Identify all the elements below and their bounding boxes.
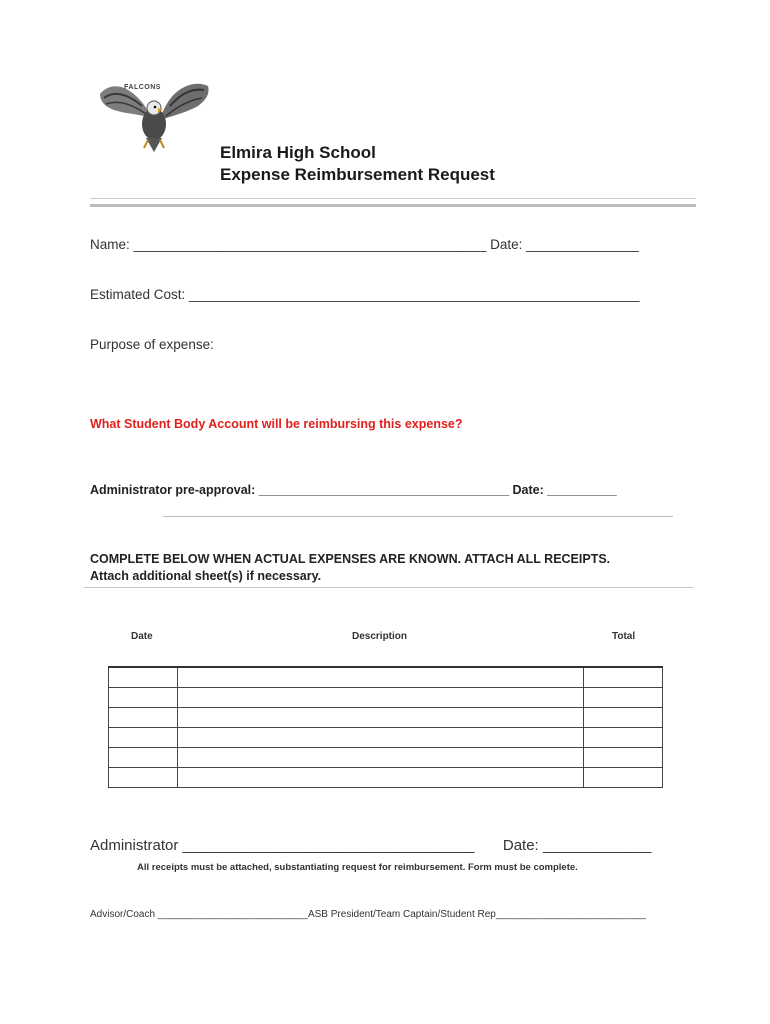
table-row xyxy=(109,748,663,768)
date-cell[interactable] xyxy=(109,667,178,688)
table-row xyxy=(109,688,663,708)
logo-text: FALCONS xyxy=(124,84,161,91)
expense-table xyxy=(108,666,663,788)
description-cell[interactable] xyxy=(177,768,583,788)
column-header-total: Total xyxy=(612,631,636,642)
actual-expenses-instructions xyxy=(90,551,610,585)
form-title: Expense Reimbursement Request xyxy=(220,165,495,184)
school-name: Elmira High School xyxy=(220,143,376,162)
receipts-note: All receipts must be attached, substantiating request for reimbursement. Form must be complete. xyxy=(137,862,578,873)
description-cell[interactable] xyxy=(177,728,583,748)
purpose-label: Purpose of expense: xyxy=(90,337,214,352)
column-header-description: Description xyxy=(352,631,408,642)
header-divider-thin xyxy=(90,198,696,199)
total-cell[interactable] xyxy=(583,748,662,768)
description-cell[interactable] xyxy=(177,748,583,768)
total-cell[interactable] xyxy=(583,688,662,708)
administrator-date-field[interactable]: Date: _____________ xyxy=(502,837,652,854)
description-cell[interactable] xyxy=(177,688,583,708)
preapproval-field[interactable]: Administrator pre-approval: ____________________________________ Date: __________ xyxy=(90,483,617,497)
date-cell[interactable] xyxy=(109,768,178,788)
table-row xyxy=(109,667,663,688)
preapproval-divider xyxy=(163,516,673,517)
total-cell[interactable] xyxy=(583,708,662,728)
date-cell[interactable] xyxy=(109,748,178,768)
estimated-cost-field[interactable]: Estimated Cost: ____________________________________________________________ xyxy=(90,287,640,302)
date-cell[interactable] xyxy=(109,708,178,728)
table-row xyxy=(109,708,663,728)
header-divider-thick xyxy=(90,204,696,207)
form-header xyxy=(220,142,495,186)
administrator-field[interactable]: Administrator ___________________________________ xyxy=(90,837,475,854)
falcon-logo xyxy=(96,74,212,154)
instructions-line-2: Attach additional sheet(s) if necessary. xyxy=(90,569,322,583)
description-cell[interactable] xyxy=(177,708,583,728)
total-cell[interactable] xyxy=(583,667,662,688)
total-cell[interactable] xyxy=(583,728,662,748)
table-row xyxy=(109,728,663,748)
table-row xyxy=(109,768,663,788)
date-cell[interactable] xyxy=(109,728,178,748)
administrator-signature-line[interactable] xyxy=(90,837,651,854)
name-date-field[interactable]: Name: _______________________________________________ Date: _______________ xyxy=(90,237,639,252)
instructions-line-1: COMPLETE BELOW WHEN ACTUAL EXPENSES ARE KNOWN. ATTACH ALL RECEIPTS. xyxy=(90,552,611,566)
instructions-divider xyxy=(84,587,694,588)
signatures-line[interactable]: Advisor/Coach ___________________________ASB President/Team Captain/Student Rep___________________________ xyxy=(90,909,647,920)
total-cell[interactable] xyxy=(583,768,662,788)
description-cell[interactable] xyxy=(177,667,583,688)
column-header-date: Date xyxy=(131,631,153,642)
date-cell[interactable] xyxy=(109,688,178,708)
account-question: What Student Body Account will be reimbursing this expense? xyxy=(90,417,463,431)
